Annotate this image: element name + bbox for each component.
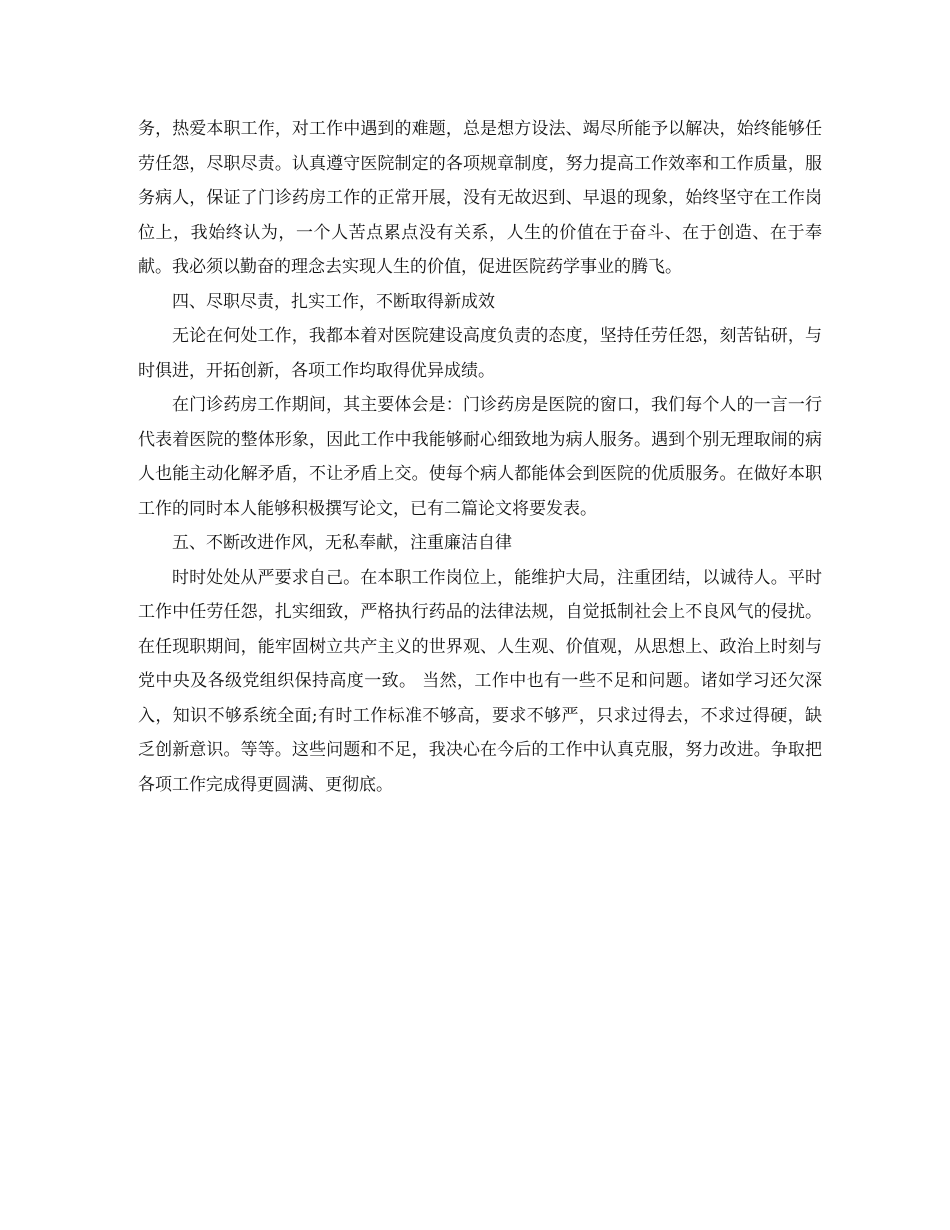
section-heading-five: 五、不断改进作风，无私奉献，注重廉洁自律 — [172, 533, 512, 553]
paragraph: 在门诊药房工作期间，其主要体会是：门诊药房是医院的窗口，我们每个人的一言一行代表着医院的整体形象，因此工作中我能够耐心细致地为病人服务。遇到个别无理取闹的病人也能主动化解矛盾，不让矛盾上交。使每个病人都能体会到医院的优质服务。在做好本职工作的同时本人能够积极撰写论文，已有二篇论文将要发表。 — [138, 395, 822, 519]
paragraph-continuation: 务，热爱本职工作，对工作中遇到的难题，总是想方设法、竭尽所能予以解决，始终能够任劳任怨，尽职尽责。认真遵守医院制定的各项规章制度，努力提高工作效率和工作质量，服务病人，保证了门诊药房工作的正常开展，没有无故迟到、早退的现象，始终坚守在工作岗位上，我始终认为，一个人苦点累点没有关系，人生的价值在于奋斗、在于创造、在于奉献。我必须以勤奋的理念去实现人生的价值，促进医院药学事业的腾飞。 — [138, 119, 822, 277]
document-page — [138, 112, 822, 802]
section-heading-four: 四、尽职尽责，扎实工作，不断取得新成效 — [172, 291, 495, 312]
paragraph: 无论在何处工作，我都本着对医院建设高度负责的态度，坚持任劳任怨，刻苦钻研，与时俱进，开拓创新，各项工作均取得优异成绩。 — [138, 326, 822, 381]
paragraph: 时时处处从严要求自己。在本职工作岗位上，能维护大局，注重团结，以诚待人。平时工作中任劳任怨，扎实细致，严格执行药品的法律法规，自觉抵制社会上不良风气的侵扰。在任现职期间，能牢固树立共产主义的世界观、人生观、价值观，从思想上、政治上时刻与党中央及各级党组织保持高度一致。 当然，工作中也有一些不足和问题。诸如学习还欠深入，知识不够系统全面;有时工作标准不够高，要求不够严，只求过得去，不求过得硬，缺乏创新意识。等等。这些问题和不足，我决心在今后的工作中认真克服，努力改进。争取把各项工作完成得更圆满、更彻底。 — [138, 567, 822, 795]
